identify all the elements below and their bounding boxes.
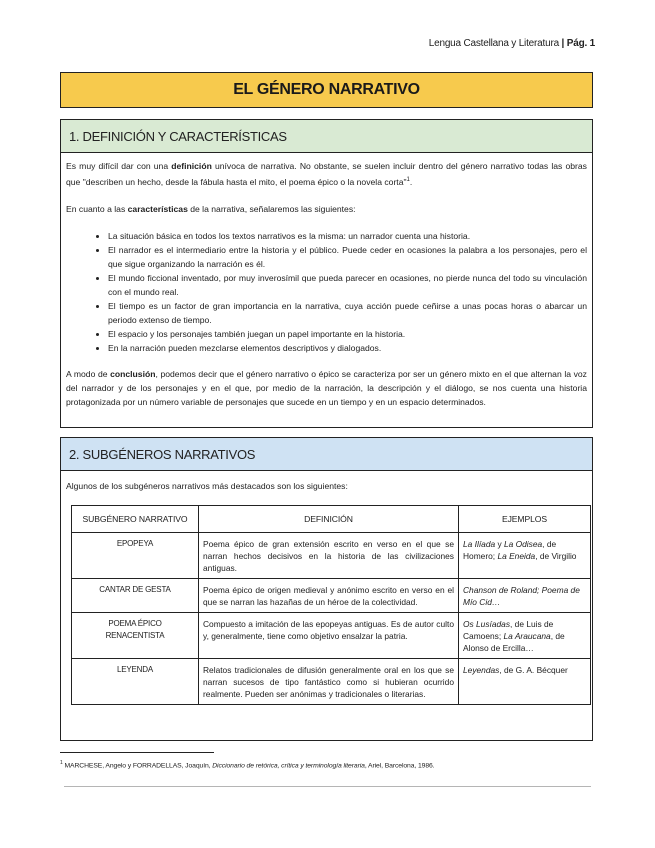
characteristics-list [66,229,587,355]
subgenre-definition: Compuesto a imitación de las epopeyas antiguas. Es de autor culto y, generalmente, tiene como objetivo ensalzar la patria. [199,613,459,659]
subgenre-definition: Relatos tradicionales de difusión generalmente oral en los que se narran sucesos de tipo fantástico como si hubieran ocurrido realmente. Pueden ser anónimas y tradicionales o literarias. [199,659,459,705]
section-subgenres-body [61,471,592,705]
section-definition [60,119,593,428]
column-header-subgenre: SUBGÉNERO NARRATIVO [72,506,199,533]
section-definition-heading: 1. DEFINICIÓN Y CARACTERÍSTICAS [61,120,592,153]
header-subject: Lengua Castellana y Literatura [428,38,559,49]
table-row [72,659,591,705]
page-header [429,38,595,49]
footnote: $^1$ MARCHESE, Angelo y FORRADELLAS, Joaquín, Diccionario de retórica, crítica y terminología literaria, Ariel, Barcelona, 1986. [60,760,435,770]
table-header-row [72,506,591,533]
definition-paragraph: Es muy difícil dar con una definición unívoca de narrativa. No obstante, se suelen incluir dentro del género narrativo todas las obras que "describen un hecho, desde la fábula hasta el mito, el poema épico o la novela corta"$^1$. [66,161,587,187]
list-item: • En la narración pueden mezclarse elementos descriptivos y dialogados. [108,341,587,355]
subgenre-name: CANTAR DE GESTA [72,579,199,613]
subgenre-definition: Poema épico de gran extensión escrito en verso en el que se narran hechos decisivos en la historia de las civilizaciones antiguas. [199,533,459,579]
subgenre-examples: Os Lusíadas, de Luis de Camoens; La Araucana, de Alonso de Ercilla… [459,613,591,659]
conclusion-paragraph: A modo de conclusión, podemos decir que el género narrativo o épico se caracteriza por ser un género mixto en el que alternan la voz del narrador y de los personajes y en el que, por medio de la narración, la descripción y el diálogo, se nos cuenta una historia protagonizada por un número variable de personajes que sucede en un tiempo y en un espacio determinados. [66,368,587,407]
list-item: • El narrador es el intermediario entre la historia y el público. Puede ceder en ocasiones la palabra a los personajes, pero el que sigue organizando la narración es él. [108,243,587,271]
list-item: • El tiempo es un factor de gran importancia en la narrativa, cuya acción puede ceñirse a unas pocas horas o abarcar un periodo extenso de tiempo. [108,299,587,327]
header-separator: | [561,38,565,49]
section-subgenres [60,437,593,741]
table-body [72,533,591,705]
header-page-number: Pág. 1 [566,38,595,49]
table-row [72,613,591,659]
column-header-examples: EJEMPLOS [459,506,591,533]
subgenre-definition: Poema épico de origen medieval y anónimo escrito en verso en el que se narran las hazañas de un héroe de la colectividad. [199,579,459,613]
section-definition-body [61,153,592,409]
list-item: • El mundo ficcional inventado, por muy inverosímil que pueda parecer en ocasiones, no pierde nunca del todo su vinculación con el mundo real. [108,271,587,299]
table-row [72,579,591,613]
subgenre-name: LEYENDA [72,659,199,705]
subgenre-name: POEMA ÉPICO RENACENTISTA [72,613,199,659]
column-header-definition: DEFINICIÓN [199,506,459,533]
document-title: EL GÉNERO NARRATIVO [60,72,593,108]
footnote-divider [60,752,214,753]
list-item: • El espacio y los personajes también juegan un papel importante en la historia. [108,327,587,341]
subgenres-table [71,505,591,705]
characteristics-intro: En cuanto a las características de la narrativa, señalaremos las siguientes: [66,203,356,214]
subgenre-examples: Leyendas, de G. A. Bécquer [459,659,591,705]
footnote-reference[interactable]: 1 [406,177,410,183]
subgenres-intro: Algunos de los subgéneros narrativos más destacados son los siguientes: [66,481,348,491]
footer-divider [64,786,591,787]
subgenre-name: EPOPEYA [72,533,199,579]
section-subgenres-heading: 2. SUBGÉNEROS NARRATIVOS [61,438,592,471]
list-item: • La situación básica en todos los textos narrativos es la misma: un narrador cuenta una historia. [108,229,587,243]
table-row [72,533,591,579]
subgenre-examples: La Ilíada y La Odisea, de Homero; La Eneida, de Virgilio [459,533,591,579]
subgenre-examples: Chanson de Roland; Poema de Mío Cid… [459,579,591,613]
